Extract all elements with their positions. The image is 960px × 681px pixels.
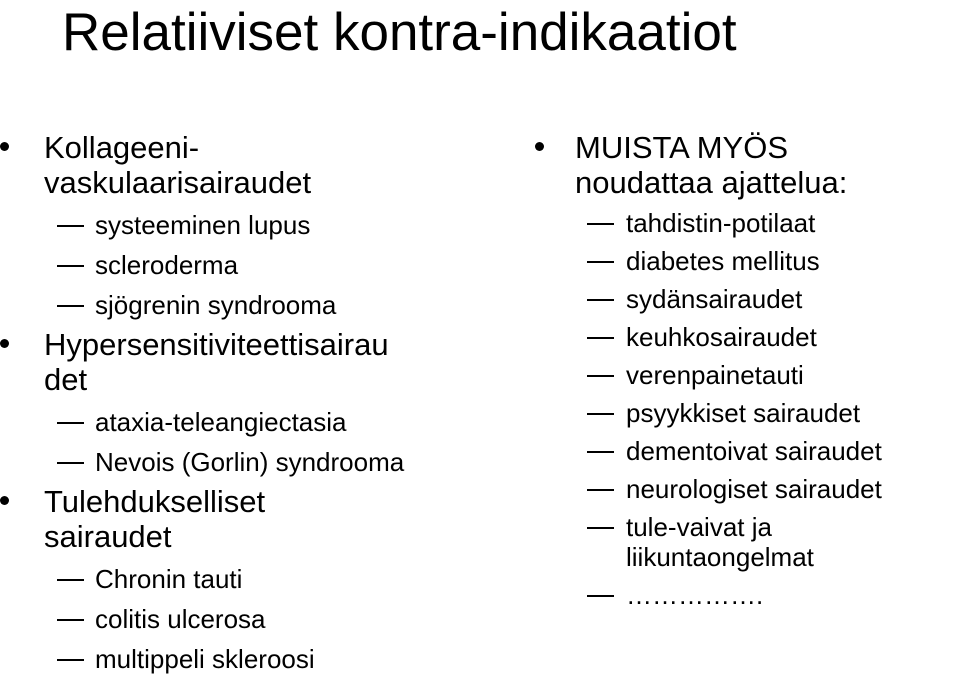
dash-icon [57,462,84,464]
bullet-dot-icon [0,142,9,151]
sub-item-label: sjögrenin syndrooma [95,290,337,320]
dash-icon [587,223,614,225]
sub-item-label: tahdistin-potilaat [626,208,816,238]
right-column [525,130,960,610]
sub-item [0,290,520,320]
dash-icon [57,579,84,581]
sub-item-label: tule-vaivat ja [626,512,772,542]
sub-item-label: liikuntaongelmat [626,542,814,572]
dash-icon [57,422,84,424]
dash-icon [57,659,84,661]
sub-item [0,564,520,594]
sub-item-label: Chronin tauti [95,564,243,594]
slide-title: Relatiiviset kontra-indikaatiot [62,3,737,62]
sub-item [0,407,520,437]
dash-icon [57,225,84,227]
dash-icon [587,451,614,453]
left-column [0,130,520,674]
dash-icon [587,595,614,597]
sub-item [0,604,520,634]
bullet-dot-icon [535,142,544,151]
sub-item [525,360,960,390]
sub-item [525,398,960,428]
dash-icon [57,619,84,621]
sub-item [525,474,960,504]
sub-item [525,580,960,610]
sub-item [525,208,960,238]
dash-icon [57,265,84,267]
dash-icon [587,527,614,529]
dash-icon [587,299,614,301]
sub-item [0,447,520,477]
bullet-dot-icon [0,496,9,505]
sub-item-label: neurologiset sairaudet [626,474,882,504]
dash-icon [587,413,614,415]
sub-item-label: ……………. [626,580,764,610]
bullet-heading-line: MUISTA MYÖS [575,130,789,165]
dash-icon [587,337,614,339]
bullet-remember-also [525,130,960,200]
sub-item [0,250,520,280]
sub-item [525,436,960,466]
sub-item-label: Nevois (Gorlin) syndrooma [95,447,405,477]
dash-icon [587,261,614,263]
sub-item [525,512,960,572]
sub-item [0,210,520,240]
sub-item-label: ataxia-teleangiectasia [95,407,347,437]
bullet-heading-line: Tulehdukselliset [44,484,266,519]
bullet-heading-line: noudattaa ajattelua: [575,165,848,200]
dash-icon [57,305,84,307]
sub-item-label: colitis ulcerosa [95,604,266,634]
bullet-heading-line: det [44,362,88,397]
dash-icon [587,375,614,377]
bullet-hypersensitivity-diseases [0,327,520,397]
sub-item [525,322,960,352]
bullet-heading-line: sairaudet [44,519,172,554]
dash-icon [587,489,614,491]
sub-item-label: keuhkosairaudet [626,322,817,352]
sub-item [0,644,520,674]
bullet-dot-icon [0,339,9,348]
sub-item [525,284,960,314]
sub-item-label: scleroderma [95,250,239,280]
sub-item-label: multippeli skleroosi [95,644,315,674]
sub-item-label: psyykkiset sairaudet [626,398,861,428]
bullet-collagen-vascular-diseases [0,130,520,200]
sub-item-label: verenpainetauti [626,360,804,390]
sub-item-label: systeeminen lupus [95,210,311,240]
sub-item-label: dementoivat sairaudet [626,436,882,466]
sub-item [525,246,960,276]
sub-item-label: sydänsairaudet [626,284,803,314]
bullet-heading-line: Kollageeni- [44,130,200,165]
bullet-heading-line: vaskulaarisairaudet [44,165,312,200]
bullet-heading-line: Hypersensitiviteettisairau [44,327,389,362]
sub-item-label: diabetes mellitus [626,246,820,276]
bullet-inflammatory-diseases [0,484,520,554]
